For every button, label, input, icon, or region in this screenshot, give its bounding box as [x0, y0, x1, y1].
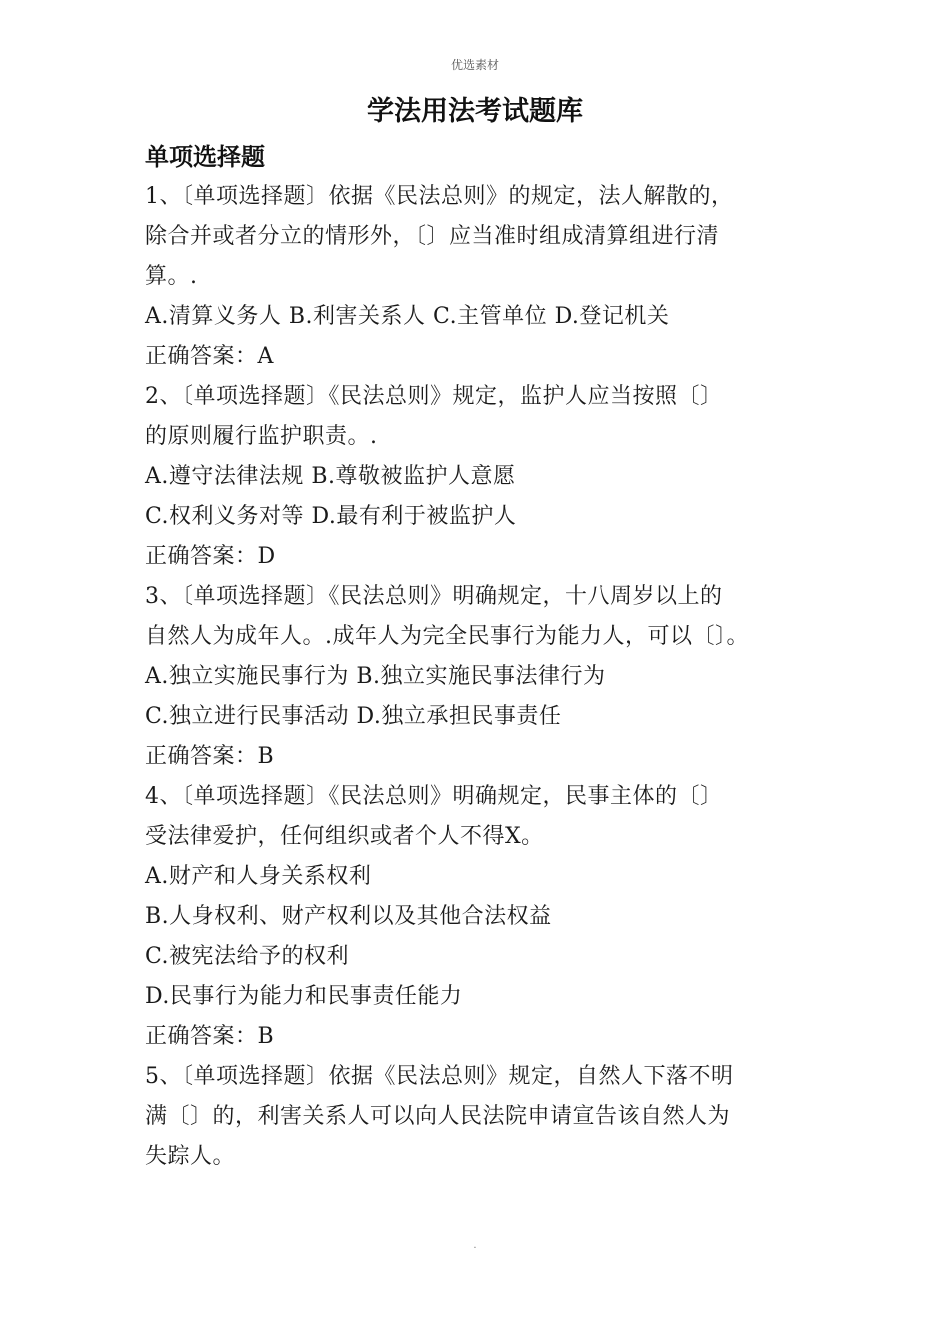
text-line: 除合并或者分立的情形外，〔〕应当准时组成清算组进行清 [145, 224, 720, 249]
text-line: B.人身权利、财产权利以及其他合法权益 [145, 904, 552, 929]
text-line: 正确答案：A [145, 344, 274, 369]
text-line: C.权利义务对等 D.最有利于被监护人 [145, 504, 517, 529]
text-line: C.被宪法给予的权利 [145, 944, 350, 969]
text-line: 2、〔单项选择题〕《民法总则》规定，监护人应当按照〔〕 [145, 384, 723, 409]
question-body [145, 177, 810, 1177]
text-line: A.清算义务人 B.利害关系人 C.主管单位 D.登记机关 [145, 304, 670, 329]
text-line: A.遵守法律法规 B.尊敬被监护人意愿 [145, 464, 516, 489]
text-line: 算。. [145, 264, 198, 289]
text-line: 3、〔单项选择题〕《民法总则》明确规定，十八周岁以上的 [145, 584, 723, 609]
text-line: 的原则履行监护职责。. [145, 424, 378, 449]
page-header: 优选素材 [450, 58, 499, 72]
text-line: 4、〔单项选择题〕《民法总则》明确规定，民事主体的〔〕 [145, 784, 723, 809]
section-heading: 单项选择题 [145, 143, 265, 171]
text-line: 满〔〕的，利害关系人可以向人民法院申请宣告该自然人为 [145, 1104, 731, 1129]
document-title: 学法用法考试题库 [367, 96, 583, 127]
text-line: A.独立实施民事行为 B.独立实施民事法律行为 [145, 664, 606, 689]
text-line: 失踪人。 [145, 1144, 236, 1169]
text-line: 正确答案：D [145, 544, 276, 569]
text-line: 1、〔单项选择题〕依据《民法总则》的规定，法人解散的， [145, 184, 734, 209]
page-footer-mark: . [473, 1240, 477, 1251]
text-line: 正确答案：B [145, 744, 275, 769]
text-line: 正确答案：B [145, 1024, 275, 1049]
text-line: 自然人为成年人。.成年人为完全民事行为能力人，可以〔〕。 [145, 624, 749, 649]
text-line: D.民事行为能力和民事责任能力 [145, 984, 463, 1009]
text-line: 5、〔单项选择题〕依据《民法总则》规定，自然人下落不明 [145, 1064, 734, 1089]
text-line: C.独立进行民事活动 D.独立承担民事责任 [145, 704, 562, 729]
text-line: A.财产和人身关系权利 [145, 864, 372, 889]
text-line: 受法律爱护，任何组织或者个人不得X。 [145, 824, 544, 849]
